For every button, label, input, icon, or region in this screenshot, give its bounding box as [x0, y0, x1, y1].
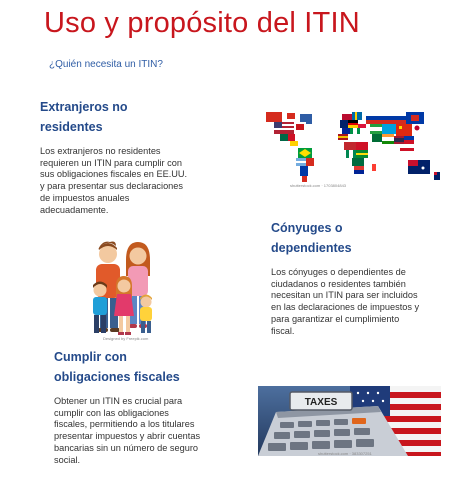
section-body-nonresidents: Los extranjeros no residentes requieren un ITIN para cumplir con sus obligaciones fiscales en EE.UU. y para presentar sus declaraciones de impuestos anuales adecuadamente. — [40, 146, 188, 215]
continent-asia — [366, 112, 424, 154]
section-heading-spouses: Cónyuges o dependientes — [271, 221, 352, 255]
section-body-tax-obligations: Obtener un ITIN es crucial para cumplir con las obligaciones fiscales, permitiendo a los titulares presentar impuestos y abrir cuentas bancarias sin un número de seguro social. — [54, 396, 201, 465]
continent-oceania — [408, 160, 440, 180]
world-flags-map-image — [260, 106, 445, 186]
family-illustration — [88, 236, 160, 340]
page-subtitle: ¿Quién necesita un ITIN? — [49, 59, 163, 70]
taxes-calculator-flag-image — [258, 386, 441, 456]
continent-south-america — [296, 148, 314, 182]
section-heading-nonresidents: Extranjeros no residentes — [40, 100, 128, 134]
section-body-spouses: Los cónyuges o dependientes de ciudadanos o residentes también necesitan un ITIN para ser incluidos en las declaraciones de impuestos y para garantizar el cumplimiento fiscal. — [271, 267, 420, 336]
continent-europe — [338, 112, 366, 140]
page-title: Uso y propósito del ITIN — [44, 7, 360, 39]
image-credit-taxes: shutterstock.com · 383307251 — [318, 451, 372, 456]
continent-north-america — [266, 110, 312, 146]
continent-africa — [344, 142, 376, 174]
section-heading-tax-obligations: Cumplir con obligaciones fiscales — [54, 350, 180, 384]
image-credit-family: Designed by Freepik.com — [103, 336, 149, 341]
taxes-sign-text: TAXES — [304, 397, 338, 408]
image-credit-world: shutterstock.com · 1703804843 — [290, 183, 347, 188]
taxes-display — [290, 392, 352, 410]
